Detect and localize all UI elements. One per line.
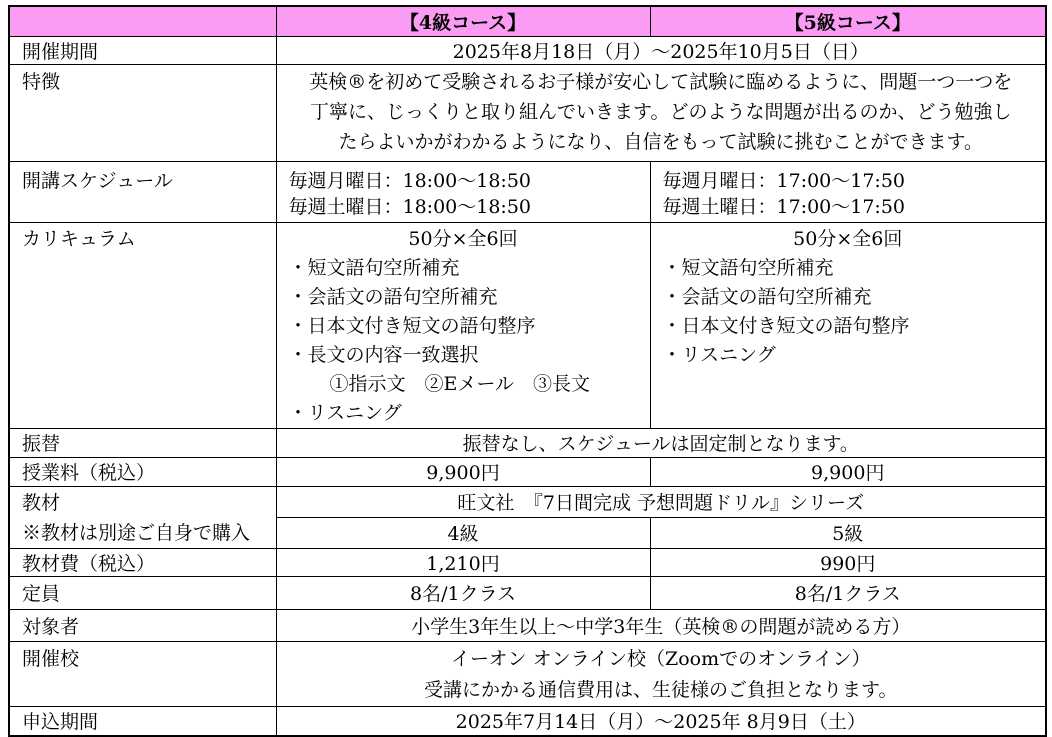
school-line: 受講にかかる通信費用は、生徒様のご負担となります。	[424, 678, 898, 701]
schedule-row	[9, 161, 1046, 222]
schedule-course4	[276, 161, 650, 222]
materials-label: 教材	[22, 491, 61, 514]
features-text	[276, 64, 1046, 161]
header-course4: 【4級コース】	[276, 6, 650, 36]
materials-course4: 4級	[276, 517, 650, 548]
features-line: 英検®を初めて受験されるお子様が安心して試験に臨めるように、問題一つ一つを	[309, 70, 1013, 93]
tuition-row	[9, 457, 1046, 486]
schedule-line: 毎週月曜日：17:00～17:50	[662, 169, 906, 192]
period-row	[9, 36, 1046, 64]
curriculum-item: ・リスニング	[288, 401, 402, 424]
apply-period-label: 申込期間	[9, 706, 276, 736]
curriculum-item: ・会話文の語句空所補充	[662, 285, 872, 308]
transfer-label: 振替	[9, 428, 276, 457]
school-label: 開催校	[22, 647, 80, 670]
curriculum-summary: 50分×全6回	[793, 227, 903, 250]
curriculum-item: ・短文語句空所補充	[288, 256, 460, 279]
features-row	[9, 64, 1046, 161]
school-row	[9, 641, 1046, 706]
curriculum-label-cell	[9, 222, 276, 428]
period-value: 2025年8月18日（月）～2025年10月5日（日）	[276, 36, 1046, 64]
curriculum-row	[9, 222, 1046, 428]
schedule-line: 毎週土曜日：18:00～18:50	[288, 195, 532, 218]
features-line: たらよいかがわかるようになり、自信をもって試験に挑むことができます。	[338, 130, 983, 153]
transfer-row	[9, 428, 1046, 457]
header-blank-cell	[9, 6, 276, 36]
curriculum-item: ・日本文付き短文の語句整序	[288, 314, 536, 337]
apply-period-value: 2025年7月14日（月）～2025年 8月9日（土）	[276, 706, 1046, 736]
curriculum-item: ・短文語句空所補充	[662, 256, 834, 279]
material-fee-course5: 990円	[650, 548, 1046, 576]
school-line: イーオン オンライン校（Zoomでのオンライン）	[450, 647, 871, 670]
materials-series: 旺文社 『7日間完成 予想問題ドリル』シリーズ	[276, 486, 1046, 517]
header-course5: 【5級コース】	[650, 6, 1046, 36]
header-row	[9, 6, 1046, 36]
features-line: 丁寧に、じっくりと取り組んでいきます。どのような問題が出るのか、どう勉強し	[310, 100, 1012, 123]
curriculum-label: カリキュラム	[22, 227, 136, 250]
schedule-label: 開講スケジュール	[22, 169, 173, 192]
materials-label-cell	[9, 486, 276, 548]
materials-note: ※教材は別途ご自身で購入	[22, 521, 251, 544]
capacity-row	[9, 576, 1046, 609]
transfer-value: 振替なし、スケジュールは固定制となります。	[276, 428, 1046, 457]
target-value: 小学生3年生以上～中学3年生（英検®の問題が読める方）	[276, 609, 1046, 641]
schedule-line: 毎週月曜日：18:00～18:50	[288, 169, 532, 192]
tuition-course4: 9,900円	[276, 457, 650, 486]
apply-period-row	[9, 706, 1046, 736]
curriculum-item: ・リスニング	[662, 343, 776, 366]
schedule-label-cell	[9, 161, 276, 222]
curriculum-course5	[650, 222, 1046, 428]
schedule-course5	[650, 161, 1046, 222]
schedule-line: 毎週土曜日：17:00～17:50	[662, 195, 906, 218]
materials-row	[9, 486, 1046, 517]
materials-course5: 5級	[650, 517, 1046, 548]
curriculum-item: ・会話文の語句空所補充	[288, 285, 498, 308]
features-label-cell	[9, 64, 276, 161]
curriculum-sub-items: ①指示文 ②Eメール ③長文	[329, 372, 590, 395]
course-info-table	[8, 5, 1047, 737]
target-row	[9, 609, 1046, 641]
school-label-cell	[9, 641, 276, 706]
capacity-label: 定員	[9, 576, 276, 609]
features-label: 特徴	[22, 70, 61, 93]
curriculum-summary: 50分×全6回	[408, 227, 518, 250]
tuition-course5: 9,900円	[650, 457, 1046, 486]
school-value	[276, 641, 1046, 706]
material-fee-row	[9, 548, 1046, 576]
curriculum-item: ・長文の内容一致選択	[288, 343, 479, 366]
capacity-course4: 8名/1クラス	[276, 576, 650, 609]
target-label: 対象者	[9, 609, 276, 641]
curriculum-item: ・日本文付き短文の語句整序	[662, 314, 910, 337]
material-fee-course4: 1,210円	[276, 548, 650, 576]
material-fee-label: 教材費（税込）	[9, 548, 276, 576]
period-label: 開催期間	[9, 36, 276, 64]
curriculum-course4	[276, 222, 650, 428]
capacity-course5: 8名/1クラス	[650, 576, 1046, 609]
tuition-label: 授業料（税込）	[9, 457, 276, 486]
